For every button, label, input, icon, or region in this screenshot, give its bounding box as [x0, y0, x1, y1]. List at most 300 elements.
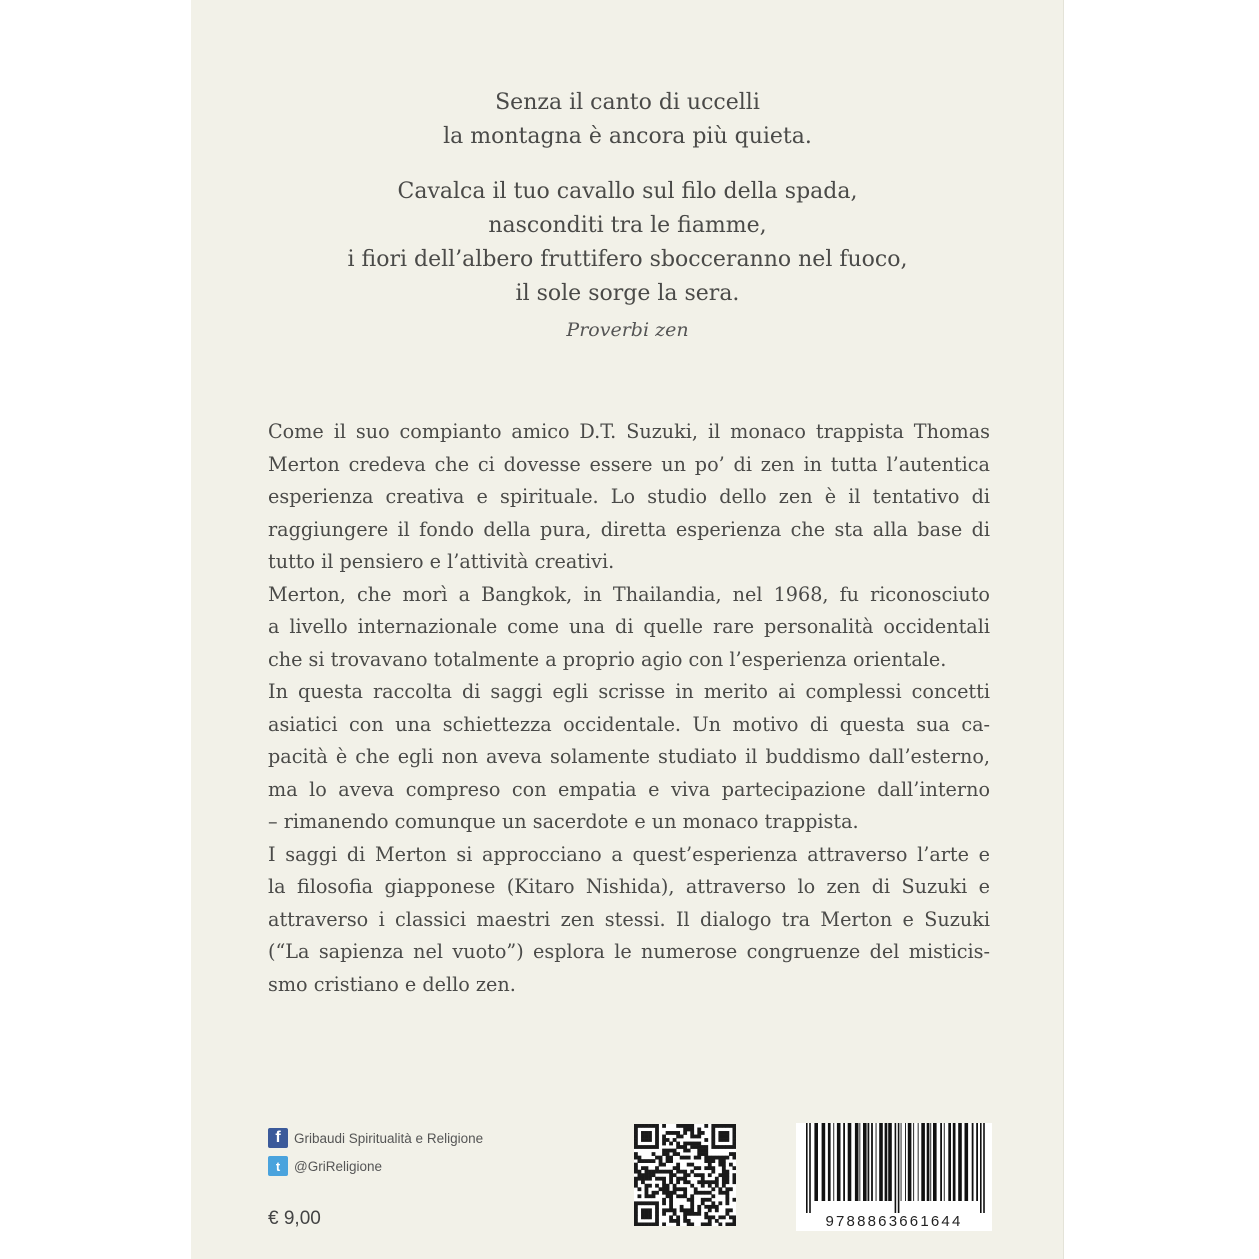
qr-module [669, 1131, 673, 1135]
qr-module [732, 1215, 736, 1219]
qr-module [645, 1191, 649, 1195]
qr-module [641, 1173, 645, 1177]
qr-module [701, 1191, 705, 1195]
qr-module [683, 1191, 687, 1195]
qr-module [697, 1205, 701, 1209]
qr-module [659, 1156, 663, 1160]
qr-module [718, 1156, 722, 1160]
qr-module [669, 1170, 673, 1174]
barcode-bar [913, 1123, 914, 1201]
qr-module [690, 1170, 694, 1174]
text-line: che si trovavano totalmente a proprio agio con l’esperienza orientale. [268, 647, 947, 671]
qr-module [708, 1208, 712, 1212]
qr-module [722, 1145, 726, 1149]
qr-module [704, 1212, 708, 1216]
barcode-bar [885, 1123, 888, 1201]
qr-module [669, 1208, 673, 1212]
qr-module [694, 1166, 698, 1170]
qr-module [648, 1145, 652, 1149]
qr-module [652, 1124, 656, 1128]
qr-module [732, 1142, 736, 1146]
qr-module [708, 1191, 712, 1195]
qr-module [722, 1131, 726, 1135]
barcode-bar [822, 1123, 826, 1201]
qr-module [638, 1145, 642, 1149]
qr-module [648, 1131, 652, 1135]
qr-module [659, 1177, 663, 1181]
blurb-paragraph-1 [268, 416, 990, 579]
qr-module [676, 1131, 680, 1135]
epigraph-poem [191, 86, 1064, 345]
qr-module [718, 1159, 722, 1163]
qr-module [690, 1135, 694, 1139]
qr-module [680, 1177, 684, 1181]
qr-module [669, 1173, 673, 1177]
qr-module [645, 1124, 649, 1128]
qr-module [690, 1205, 694, 1209]
qr-module [641, 1124, 645, 1128]
qr-module [645, 1208, 649, 1212]
qr-module [725, 1208, 729, 1212]
text-line: tutto il pensiero e l’attività creativi. [268, 550, 615, 573]
qr-module [652, 1201, 656, 1205]
barcode-bar [809, 1123, 811, 1215]
barcode-bar [879, 1123, 883, 1201]
qr-module [662, 1152, 666, 1156]
qr-module [634, 1212, 638, 1216]
qr-module [687, 1163, 691, 1167]
qr-module [694, 1145, 698, 1149]
qr-module [666, 1152, 670, 1156]
qr-module [729, 1208, 733, 1212]
qr-module [655, 1208, 659, 1212]
qr-module [655, 1205, 659, 1209]
qr-module [655, 1184, 659, 1188]
qr-module [655, 1177, 659, 1181]
qr-module [683, 1170, 687, 1174]
qr-module [687, 1180, 691, 1184]
qr-module [732, 1198, 736, 1202]
qr-module [704, 1166, 708, 1170]
qr-code-icon [634, 1124, 736, 1226]
qr-module [655, 1128, 659, 1132]
qr-module [673, 1152, 677, 1156]
qr-module [704, 1159, 708, 1163]
facebook-label: Gribaudi Spiritualità e Religione [294, 1130, 484, 1146]
qr-module [676, 1163, 680, 1167]
qr-module [725, 1145, 729, 1149]
qr-module [729, 1152, 733, 1156]
blurb-paragraph-4 [268, 839, 990, 1002]
qr-module [708, 1156, 712, 1160]
qr-module [655, 1156, 659, 1160]
text-line: pacità è che egli non aveva solamente studiato il buddismo dall’esterno, [268, 745, 990, 768]
qr-module [683, 1173, 687, 1177]
qr-module [683, 1124, 687, 1128]
qr-module [683, 1187, 687, 1191]
qr-module [641, 1131, 645, 1135]
qr-module [732, 1166, 736, 1170]
qr-module [655, 1166, 659, 1170]
qr-module [655, 1135, 659, 1139]
barcode-icon [796, 1123, 992, 1215]
qr-module [718, 1135, 722, 1139]
qr-module [666, 1149, 670, 1153]
qr-module [711, 1138, 715, 1142]
qr-module [641, 1215, 645, 1219]
qr-module [669, 1191, 673, 1195]
qr-module [694, 1156, 698, 1160]
qr-module [655, 1131, 659, 1135]
barcode-bar [905, 1123, 906, 1201]
qr-module [648, 1173, 652, 1177]
qr-module [645, 1212, 649, 1216]
qr-module [690, 1142, 694, 1146]
qr-module [659, 1187, 663, 1191]
qr-module [732, 1173, 736, 1177]
qr-module [725, 1194, 729, 1198]
qr-module [662, 1198, 666, 1202]
qr-module [704, 1138, 708, 1142]
qr-module [704, 1156, 708, 1160]
qr-module [722, 1191, 726, 1195]
barcode-bar [806, 1123, 808, 1215]
qr-module [722, 1124, 726, 1128]
qr-module [662, 1222, 666, 1226]
qr-module [725, 1131, 729, 1135]
qr-module [662, 1149, 666, 1153]
qr-module [732, 1222, 736, 1226]
qr-module [701, 1198, 705, 1202]
twitter-label: @GriReligione [294, 1158, 382, 1174]
qr-module [666, 1170, 670, 1174]
barcode-bar [965, 1123, 969, 1201]
qr-module [711, 1135, 715, 1139]
qr-module [722, 1184, 726, 1188]
qr-module [666, 1208, 670, 1212]
qr-module [641, 1159, 645, 1163]
qr-module [669, 1156, 673, 1160]
qr-module [645, 1166, 649, 1170]
barcode-bar [933, 1123, 937, 1201]
barcode-bar [848, 1123, 852, 1201]
text-line: raggiungere il fondo della pura, diretta esperienza che sta alla base di [268, 517, 990, 541]
qr-module [708, 1219, 712, 1223]
poem-stanza-2 [191, 175, 1064, 345]
qr-module [652, 1191, 656, 1195]
qr-module [694, 1212, 698, 1216]
qr-module [725, 1135, 729, 1139]
qr-module [655, 1212, 659, 1216]
qr-module [662, 1191, 666, 1195]
qr-module [729, 1163, 733, 1167]
qr-module [704, 1149, 708, 1153]
qr-module [638, 1194, 642, 1198]
qr-module [701, 1201, 705, 1205]
qr-module [701, 1222, 705, 1226]
qr-module [725, 1173, 729, 1177]
qr-module [648, 1135, 652, 1139]
qr-module [638, 1187, 642, 1191]
qr-module [697, 1145, 701, 1149]
qr-module [725, 1170, 729, 1174]
qr-module [725, 1124, 729, 1128]
barcode-bar [980, 1123, 982, 1215]
qr-module [718, 1191, 722, 1195]
qr-module [729, 1124, 733, 1128]
qr-module [641, 1208, 645, 1212]
qr-module [655, 1124, 659, 1128]
qr-module [697, 1156, 701, 1160]
qr-module [683, 1177, 687, 1181]
qr-module [634, 1201, 638, 1205]
qr-module [662, 1180, 666, 1184]
qr-module [718, 1145, 722, 1149]
qr-module [687, 1222, 691, 1226]
qr-module [648, 1159, 652, 1163]
qr-module [673, 1187, 677, 1191]
qr-module [676, 1170, 680, 1174]
qr-module [683, 1128, 687, 1132]
qr-module [715, 1124, 719, 1128]
qr-module [676, 1222, 680, 1226]
qr-module [687, 1173, 691, 1177]
qr-module [676, 1219, 680, 1223]
qr-module [638, 1124, 642, 1128]
qr-module [718, 1215, 722, 1219]
qr-module [715, 1219, 719, 1223]
qr-module [718, 1131, 722, 1135]
barcode-bar [837, 1123, 841, 1201]
qr-module [687, 1208, 691, 1212]
qr-module [638, 1201, 642, 1205]
qr-module [673, 1131, 677, 1135]
qr-module [690, 1163, 694, 1167]
text-line: (“La sapienza nel vuoto”) esplora le numerose congruenze del misticis- [268, 940, 990, 963]
barcode-bar [918, 1123, 919, 1201]
qr-module [655, 1145, 659, 1149]
qr-module [690, 1184, 694, 1188]
qr-module [634, 1215, 638, 1219]
qr-module [690, 1212, 694, 1216]
qr-module [669, 1149, 673, 1153]
qr-module [711, 1145, 715, 1149]
qr-module [683, 1156, 687, 1160]
barcode-bar [843, 1123, 845, 1201]
qr-module [669, 1142, 673, 1146]
qr-module [662, 1201, 666, 1205]
qr-module [676, 1124, 680, 1128]
qr-module [683, 1131, 687, 1135]
qr-module [704, 1180, 708, 1184]
qr-module [708, 1173, 712, 1177]
text-line: – rimanendo comunque un sacerdote e un monaco trappista. [268, 810, 859, 833]
qr-module [732, 1177, 736, 1181]
qr-module [673, 1208, 677, 1212]
twitter-link[interactable] [268, 1152, 483, 1180]
qr-module [683, 1180, 687, 1184]
qr-module [634, 1135, 638, 1139]
qr-module [694, 1142, 698, 1146]
qr-module [680, 1156, 684, 1160]
qr-module [641, 1177, 645, 1181]
qr-module [676, 1166, 680, 1170]
qr-module [722, 1159, 726, 1163]
qr-module [648, 1212, 652, 1216]
qr-module [659, 1170, 663, 1174]
qr-module [697, 1142, 701, 1146]
qr-module [687, 1212, 691, 1216]
qr-module [718, 1124, 722, 1128]
qr-module [645, 1187, 649, 1191]
qr-module [687, 1124, 691, 1128]
barcode-bar [940, 1123, 942, 1201]
qr-module [676, 1187, 680, 1191]
qr-module [648, 1170, 652, 1174]
qr-module [659, 1163, 663, 1167]
qr-module [729, 1187, 733, 1191]
qr-module [645, 1131, 649, 1135]
qr-module [683, 1149, 687, 1153]
qr-module [687, 1128, 691, 1132]
qr-module [662, 1184, 666, 1188]
qr-module [711, 1156, 715, 1160]
qr-module [652, 1152, 656, 1156]
qr-module [732, 1128, 736, 1132]
qr-module [711, 1124, 715, 1128]
qr-module [666, 1191, 670, 1195]
text-line: smo cristiano e dello zen. [268, 972, 516, 996]
qr-module [697, 1212, 701, 1216]
qr-module [701, 1180, 705, 1184]
qr-module [725, 1212, 729, 1216]
qr-module [652, 1145, 656, 1149]
qr-module [701, 1149, 705, 1153]
qr-module [718, 1138, 722, 1142]
qr-module [638, 1159, 642, 1163]
qr-module [648, 1138, 652, 1142]
qr-module [676, 1180, 680, 1184]
qr-module [641, 1212, 645, 1216]
qr-module [652, 1159, 656, 1163]
qr-module [690, 1124, 694, 1128]
qr-module [725, 1191, 729, 1195]
qr-module [725, 1180, 729, 1184]
qr-module [711, 1166, 715, 1170]
qr-module [634, 1180, 638, 1184]
text-line: esperienza creativa e spirituale. Lo studio dello zen è il tentativo di [268, 485, 990, 508]
qr-module [687, 1156, 691, 1160]
qr-module [697, 1131, 701, 1135]
qr-module [711, 1194, 715, 1198]
qr-module [645, 1170, 649, 1174]
qr-module [718, 1163, 722, 1167]
qr-module [638, 1222, 642, 1226]
qr-module [676, 1152, 680, 1156]
qr-module [680, 1187, 684, 1191]
barcode-bar [868, 1123, 870, 1201]
qr-module [694, 1135, 698, 1139]
qr-module [648, 1124, 652, 1128]
qr-module [711, 1131, 715, 1135]
qr-module [648, 1208, 652, 1212]
qr-module [662, 1124, 666, 1128]
qr-module [732, 1131, 736, 1135]
qr-module [690, 1128, 694, 1132]
qr-module [662, 1212, 666, 1216]
qr-module [669, 1194, 673, 1198]
qr-module [697, 1173, 701, 1177]
barcode-bar [944, 1123, 945, 1201]
qr-module [697, 1152, 701, 1156]
qr-module [722, 1177, 726, 1181]
qr-module [697, 1191, 701, 1195]
qr-module [725, 1198, 729, 1202]
qr-module [725, 1222, 729, 1226]
qr-module [697, 1166, 701, 1170]
qr-module [711, 1128, 715, 1132]
qr-module [683, 1219, 687, 1223]
qr-module [655, 1191, 659, 1195]
qr-module [725, 1201, 729, 1205]
qr-code[interactable] [634, 1124, 736, 1226]
qr-module [638, 1170, 642, 1174]
blurb-paragraph-3 [268, 676, 990, 839]
qr-module [666, 1156, 670, 1160]
poem-line: nasconditi tra le fiamme, [488, 213, 767, 238]
qr-module [715, 1177, 719, 1181]
qr-module [690, 1194, 694, 1198]
qr-module [718, 1201, 722, 1205]
qr-module [655, 1138, 659, 1142]
qr-module [725, 1177, 729, 1181]
qr-module [715, 1156, 719, 1160]
barcode-bar [930, 1123, 931, 1201]
qr-module [652, 1170, 656, 1174]
qr-module [732, 1180, 736, 1184]
facebook-link[interactable] [268, 1124, 483, 1152]
qr-module [648, 1215, 652, 1219]
qr-module [711, 1142, 715, 1146]
qr-module [722, 1166, 726, 1170]
qr-module [697, 1208, 701, 1212]
poem-attribution: Proverbi zen [566, 319, 689, 341]
qr-module [662, 1208, 666, 1212]
barcode-bar [871, 1123, 873, 1201]
qr-module [690, 1131, 694, 1135]
qr-module [645, 1194, 649, 1198]
social-links [268, 1124, 483, 1180]
barcode-bar [855, 1123, 859, 1201]
qr-module [680, 1208, 684, 1212]
qr-module [694, 1191, 698, 1195]
qr-module [634, 1166, 638, 1170]
qr-module [673, 1149, 677, 1153]
qr-module [708, 1159, 712, 1163]
qr-module [669, 1198, 673, 1202]
qr-module [634, 1208, 638, 1212]
qr-module [669, 1215, 673, 1219]
qr-module [669, 1159, 673, 1163]
qr-module [666, 1194, 670, 1198]
qr-module [711, 1187, 715, 1191]
qr-module [641, 1201, 645, 1205]
qr-module [634, 1145, 638, 1149]
qr-module [722, 1170, 726, 1174]
qr-module [683, 1145, 687, 1149]
qr-module [732, 1138, 736, 1142]
qr-module [648, 1184, 652, 1188]
